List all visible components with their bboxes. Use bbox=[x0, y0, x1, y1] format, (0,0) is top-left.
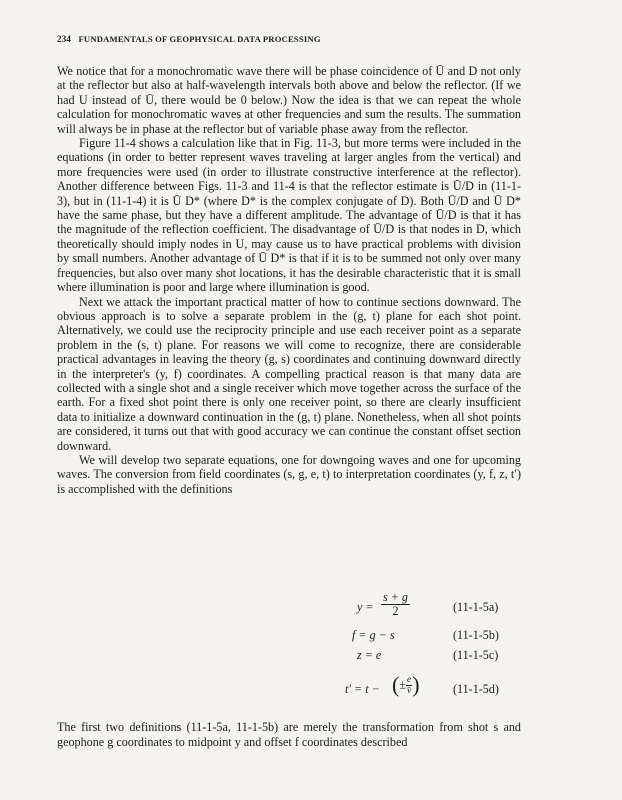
fraction-denominator: 2 bbox=[392, 604, 399, 618]
plus-minus: ± bbox=[399, 677, 406, 692]
paragraph-3: Next we attack the important practical matter of how to continue sections downward. The obvious approach is to solve a separate problem in the (g, t) plane for each shot point. Alternatively, we could use the reciprocity principle and use each receiver point as a separate problem in the (s, t) plane. For reasons we will come to recognize, there are considerable practical advantages in leaving the theory (g, s) coordinates and continuing downward directly in the interpreter's (y, f) coordinates. A compelling practical reason is that many data are collected with a single shot and a single receiver which move together across the surface of the earth. For a fixed shot point there is only one receiver point, so there are clearly insufficient data to initialize a downward continuation in the (g, t) plane. Nonetheless, when all shot points are considered, it turns out that with good accuracy we can continue the constant offset section downward. bbox=[57, 294, 521, 453]
equation-label: (11-1-5a) bbox=[453, 600, 499, 614]
running-title: FUNDAMENTALS OF GEOPHYSICAL DATA PROCESSING bbox=[78, 34, 321, 44]
page-number: 234 bbox=[57, 34, 72, 44]
fraction-numerator: e bbox=[406, 674, 412, 685]
closing-paragraph: The first two definitions (11-1-5a, 11-1-5b) are merely the transformation from shot s and geophone g coordinates to midpoint y and offset f coordinates described bbox=[57, 720, 521, 749]
body-text bbox=[57, 64, 521, 496]
running-header bbox=[57, 34, 321, 44]
equation-label: (11-1-5c) bbox=[453, 648, 499, 662]
equation-lhs: z = e bbox=[357, 648, 382, 662]
paragraph-4: We will develop two separate equations, one for downgoing waves and one for upcoming waves. The conversion from field coordinates (s, g, e, t) to interpretation coordinates (y, f, z, t′) is accomplished with the definitions bbox=[57, 452, 521, 496]
paragraph-2: Figure 11-4 shows a calculation like that in Fig. 11-3, but more terms were included in the equations (in order to better represent waves traveling at larger angles from the vertical) and more frequencies were used (in order to illustrate constructive interference at the reflector). Another difference between Figs. 11-3 and 11-4 is that the reflector estimate is Ū/D in (11-1-3), but in (11-1-4) it is Ū D* (where D* is the complex conjugate of D). Both Ū/D and Ū D* have the same phase, but they have a different amplitude. The advantage of Ū/D is that it has the magnitude of the reflection coefficient. The disadvantage of Ū/D is that nodes in D, which theoretically should imply nodes in U, may cause us to have practical problems with division by small numbers. Another advantage of Ū D* is that if it is to be summed not only over many frequencies, but also over many shot locations, it has the desirable characteristic that it is small where illumination is poor and large where illumination is good. bbox=[57, 136, 521, 295]
equation-11-1-5a bbox=[357, 591, 527, 623]
equation-label: (11-1-5d) bbox=[453, 682, 499, 696]
equation-lhs: f = g − s bbox=[352, 628, 395, 642]
paragraph-1: We notice that for a monochromatic wave there will be phase coincidence of Ū and D not only at the reflector but also at half-wavelength intervals both above and below the reflector. (If we had U instead of Ū, there would be 0 below.) Now the idea is that we can repeat the whole calculation for monochromatic waves at other frequencies and sum the results. The summation will always be in phase at the reflector but of variable phase away from the reflector. bbox=[57, 64, 521, 136]
equation-lhs: y = bbox=[357, 600, 374, 614]
equation-11-1-5c bbox=[357, 648, 527, 672]
equation-paren-group bbox=[392, 672, 420, 698]
equation-11-1-5d bbox=[345, 671, 527, 707]
equation-fraction bbox=[381, 591, 410, 618]
right-paren: ) bbox=[412, 672, 420, 697]
fraction-denominator: v̄ bbox=[406, 685, 412, 696]
equation-label: (11-1-5b) bbox=[453, 628, 499, 642]
fraction-numerator: s + g bbox=[383, 590, 408, 604]
equation-lhs: t′ = t − bbox=[345, 682, 380, 696]
left-paren: ( bbox=[392, 672, 400, 697]
